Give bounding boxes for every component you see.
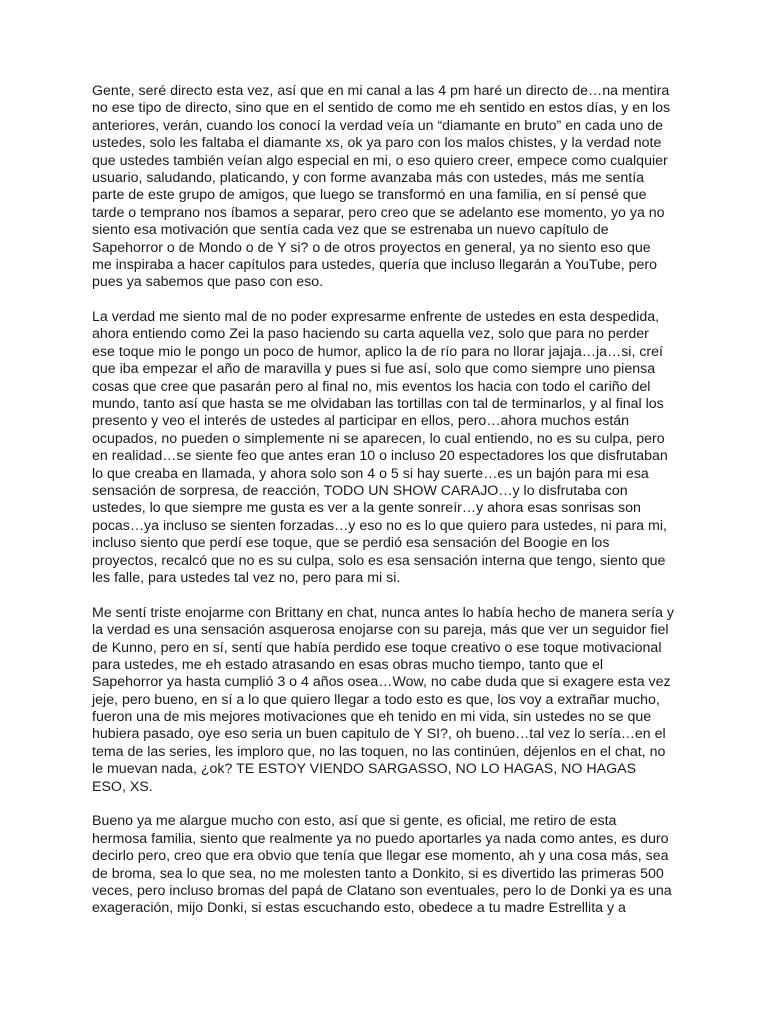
text-line: anteriores, verán, cuando los conocí la verdad veía un “diamante en bruto” en cada uno de	[92, 117, 664, 134]
paragraph	[92, 813, 684, 917]
text-line: exageración, mijo Donki, si estas escuchando esto, obedece a tu madre Estrellita y a	[92, 900, 626, 917]
paragraph-gap	[92, 292, 684, 309]
document-body	[92, 83, 684, 918]
paragraph	[92, 83, 684, 292]
text-line: en realidad…se siente feo que antes eran 10 o incluso 20 espectadores los que disfrutaban	[92, 448, 668, 465]
text-line: ahora entiendo como Zei la paso haciendo su carta aquella vez, solo que para no perder	[92, 326, 649, 343]
text-line: para ustedes, me eh estado atrasando en esas obras mucho tiempo, tanto que el	[92, 656, 604, 673]
text-line: parte de este grupo de amigos, que luego se transformó en una familia, en sí pensé que	[92, 187, 647, 204]
text-line: ustedes, solo les faltaba el diamante xs, ok ya paro con los malos chistes, y la verdad note	[92, 135, 662, 152]
text-line: decirlo pero, creo que era obvio que tenía que llegar ese momento, ah y una cosa más, sea	[92, 848, 669, 865]
paragraph-gap	[92, 587, 684, 604]
text-line: Gente, seré directo esta vez, así que en mi canal a las 4 pm haré un directo de…na mentira	[92, 83, 670, 99]
text-line: Me sentí triste enojarme con Brittany en chat, nunca antes lo había hecho de manera sería y	[92, 604, 675, 621]
text-line: cosas que cree que pasarán pero al final no, mis eventos los hacia con todo el cariño del	[92, 378, 651, 395]
text-line: mundo, tanto así que hasta se me olvidaban las tortillas con tal de terminarlos, y al final los	[92, 396, 664, 413]
paragraph	[92, 309, 684, 587]
text-line: hermosa familia, siento que realmente ya no puedo aportarles ya nada como antes, es duro	[92, 830, 669, 847]
text-line: no ese tipo de directo, sino que en el sentido de como me eh sentido en estos días, y en los	[92, 100, 671, 117]
text-line: presento y veo el interés de ustedes al participar en ellos, pero…ahora muchos están	[92, 413, 630, 430]
text-line: pocas…ya incluso se sienten forzadas…y eso no es lo que quiero para ustedes, ni para mi,	[92, 517, 667, 534]
text-line: de Kunno, pero en sí, sentí que había perdido ese toque creativo o ese toque motivacional	[92, 639, 662, 656]
text-line: ese toque mio le pongo un poco de humor, aplico la de río para no llorar jajaja…ja…si, creí	[92, 343, 663, 360]
text-line: la verdad es una sensación asquerosa enojarse con su pareja, más que ver un seguidor fiel	[92, 622, 669, 639]
text-line: que ustedes también veían algo especial en mi, o eso quiero creer, empece como cualquier	[92, 152, 668, 169]
text-line: ESO, XS.	[92, 778, 153, 795]
text-line: fueron una de mis mejores motivaciones que eh tenido en mi vida, sin ustedes no se que	[92, 709, 652, 726]
text-line: que iba empezar el año de maravilla y pues si fue así, solo que como siempre uno piensa	[92, 361, 656, 378]
text-line: La verdad me siento mal de no poder expresarme enfrente de ustedes en esta despedida,	[92, 309, 660, 326]
text-line: ocupados, no pueden o simplemente ni se aparecen, lo cual entiendo, no es su culpa, pero	[92, 430, 665, 447]
text-line: tarde o temprano nos íbamos a separar, pero creo que se adelanto ese momento, yo ya no	[92, 204, 665, 221]
text-line: lo que creaba en llamada, y ahora solo son 4 o 5 si hay suerte…es un bajón para mi esa	[92, 465, 649, 482]
paragraph	[92, 605, 684, 796]
text-line: jeje, pero bueno, en sí a lo que quiero llegar a todo esto es que, los voy a extrañar mucho,	[92, 691, 660, 708]
text-line: me inspiraba a hacer capítulos para ustedes, quería que incluso llegarán a YouTube, pero	[92, 256, 657, 273]
text-line: les falle, para ustedes tal vez no, pero para mi si.	[92, 569, 401, 586]
text-line: tema de las series, les imploro que, no las toquen, no las continúen, déjenlos en el chat, no	[92, 743, 666, 760]
text-line: siento esa motivación que sentía cada vez que se estrenaba un nuevo capítulo de	[92, 222, 609, 239]
text-line: proyectos, recalcó que no es su culpa, solo es esa sensación interna que tengo, siento que	[92, 552, 666, 569]
text-line: le muevan nada, ¿ok? TE ESTOY VIENDO SARGASSO, NO LO HAGAS, NO HAGAS	[92, 761, 637, 778]
text-line: Sapehorror o de Mondo o de Y si? o de otros proyectos en general, ya no siento eso que	[92, 239, 651, 256]
text-line: usuario, saludando, platicando, y con forme avanzaba más con ustedes, más me sentía	[92, 169, 645, 186]
text-line: pues ya sabemos que paso con eso.	[92, 274, 324, 291]
text-line: veces, pero incluso bromas del papá de Clatano son eventuales, pero lo de Donki ya es una	[92, 882, 672, 899]
text-line: Sapehorror ya hasta cumplió 3 o 4 años osea…Wow, no cabe duda que si exagere esta vez	[92, 674, 671, 691]
text-line: Bueno ya me alargue mucho con esto, así que si gente, es oficial, me retiro de esta	[92, 813, 617, 830]
text-line: incluso siento que perdí ese toque, que se perdió esa sensación del Boogie en los	[92, 535, 610, 552]
paragraph-gap	[92, 796, 684, 813]
text-line: de broma, sea lo que sea, no me molesten tanto a Donkito, si es divertido las primeras 500	[92, 865, 664, 882]
text-line: hubiera pasado, oye eso seria un buen capitulo de Y SI?, oh bueno…tal vez lo sería…en el	[92, 726, 666, 743]
text-line: sensación de sorpresa, de reacción, TODO UN SHOW CARAJO…y lo disfrutaba con	[92, 482, 628, 499]
text-line: ustedes, lo que siempre me gusta es ver a la gente sonreír…y ahora esas sonrisas son	[92, 500, 641, 517]
